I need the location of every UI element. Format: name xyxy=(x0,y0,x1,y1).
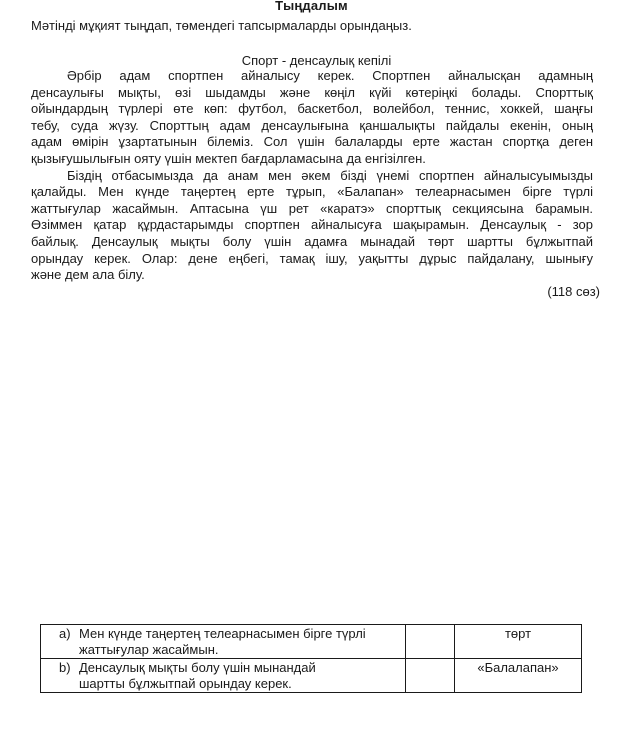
question-text-line: жаттығулар жасаймын. xyxy=(79,642,219,657)
answer-cell: «Балалапан» xyxy=(455,659,582,693)
section-title: Тыңдалым xyxy=(275,0,348,13)
text-line: ойындардың түрлері өте көп: футбол, баскетбол, волейбол, теннис, хоккей, шаңғы xyxy=(31,101,593,117)
text-line: жаттығулар жасаймын. Аптасына үш рет «каратэ» спорттық секциясына барамын. xyxy=(31,200,593,216)
word-count: (118 сөз) xyxy=(547,284,600,299)
table-row xyxy=(41,659,582,693)
blank-cell[interactable] xyxy=(406,659,455,693)
text-line: денсаулығы мықты, өзі шыдамды және көңіл күйі көтеріңкі болады. Спорттық xyxy=(31,84,593,100)
question-text-line: Мен күнде таңертең телеарнасымен бірге түрлі xyxy=(79,626,366,641)
question-cell xyxy=(41,659,406,693)
instruction-text: Мәтінді мұқият тыңдап, төмендегі тапсырмаларды орындаңыз. xyxy=(31,18,412,33)
row-label: a) xyxy=(59,626,71,641)
text-line: байлық. Денсаулық мықты болу үшін адамға мынадай төрт шартты бұлжытпай xyxy=(31,233,593,249)
text-title: Спорт - денсаулық кепілі xyxy=(241,53,392,68)
text-line: адам өмірін ұзартатынын білеміз. Сол үшін балаларды ерте жастан спортқа деген xyxy=(31,134,593,150)
question-text-line: шартты бұлжытпай орындау керек. xyxy=(79,676,292,691)
question-cell xyxy=(41,625,406,659)
text-line: Әрбір адам спортпен айналысу керек. Спортпен айналысқан адамның xyxy=(67,68,593,83)
text-line: орындау керек. Олар: дене еңбегі, тамақ ішу, уақытты дұрыс пайдалану, шынығу xyxy=(31,250,593,266)
task-table xyxy=(40,624,582,693)
text-line: қызығушылығын ояту үшін мектеп бағдарламасына да енгізілген. xyxy=(31,150,426,166)
answer-cell: төрт xyxy=(455,625,582,659)
text-line: Біздің отбасымызда да анам мен әкем бізді үнемі спортпен айналысуымызды xyxy=(67,167,593,183)
blank-cell[interactable] xyxy=(406,625,455,659)
text-line: қалайды. Мен күнде таңертең ерте тұрып, «Балапан» телеарнасымен бірге түрлі xyxy=(31,184,593,200)
row-label: b) xyxy=(59,660,71,675)
text-line: Өзіммен қатар құрдастарымды спортпен айналысуға шақырамын. Денсаулық - зор xyxy=(31,217,593,233)
text-body xyxy=(31,68,593,284)
table-row xyxy=(41,625,582,659)
question-text-line: Денсаулық мықты болу үшін мынандай xyxy=(79,660,316,675)
text-line: және дем ала білу. xyxy=(31,267,145,283)
text-line: тебу, суда жүзу. Спорттың адам денсаулығына қаншалықты пайдалы екенін, оның xyxy=(31,117,593,133)
